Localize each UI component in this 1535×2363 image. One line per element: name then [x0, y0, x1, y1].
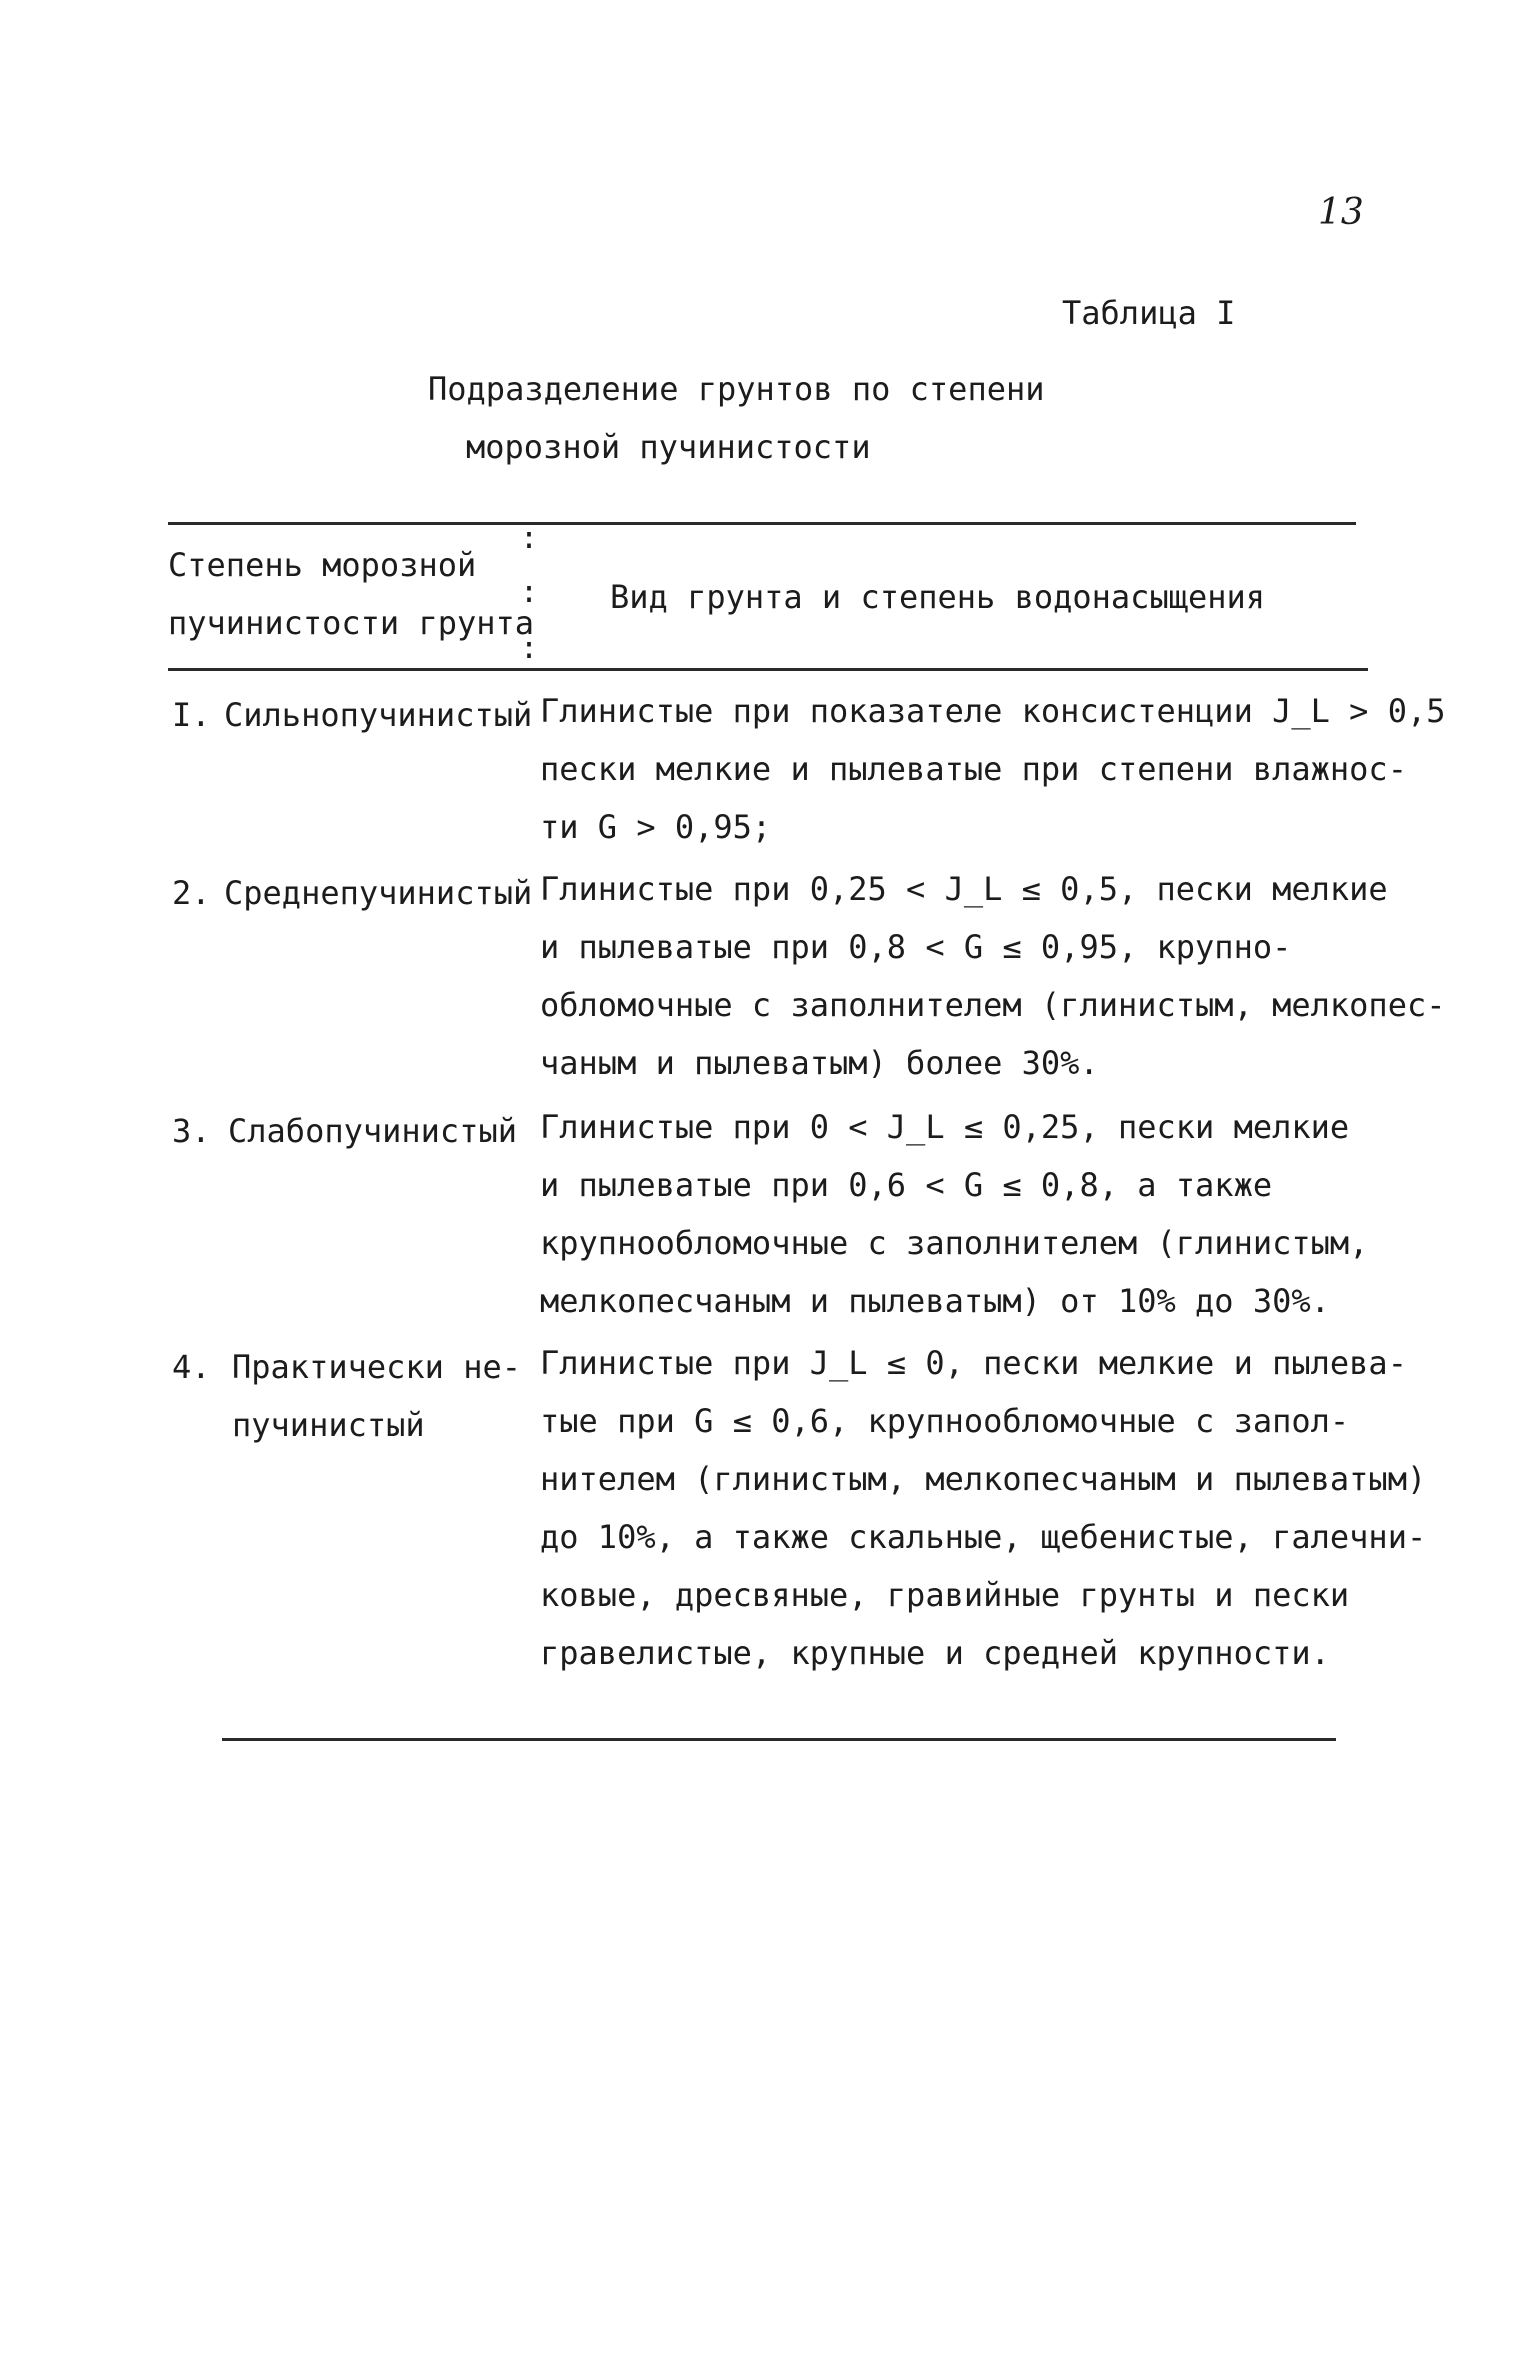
- header-bottom-rule: [168, 668, 1368, 671]
- header-separator-middle: :: [520, 575, 539, 610]
- table-top-rule: [168, 522, 1356, 525]
- row-2-desc-line-1: Глинистые при 0,25 < J_L ≤ 0,5, пески мелкие: [540, 870, 1388, 908]
- row-1-desc-line-3: ти G > 0,95;: [540, 808, 772, 846]
- row-2-name: Среднепучинистый: [224, 874, 533, 912]
- row-4-desc-line-6: гравелистые, крупные и средней крупности.: [540, 1634, 1330, 1672]
- header-col1-line2: пучинистости грунта: [168, 604, 535, 642]
- row-1-name: Сильнопучинистый: [224, 696, 533, 734]
- row-3-description: [540, 1098, 1368, 1330]
- row-2-desc-line-2: и пылеватые при 0,8 < G ≤ 0,95, крупно-: [540, 928, 1292, 966]
- row-2-description: [540, 860, 1445, 1092]
- header-separator-bottom: :: [520, 631, 539, 666]
- row-3-desc-line-3: крупнообломочные с заполнителем (глинистым,: [540, 1224, 1369, 1262]
- row-1-description: [540, 682, 1445, 856]
- row-1-desc-line-1: Глинистые при показателе консистенции J_L > 0,5: [540, 692, 1446, 730]
- header-separator-top: :: [520, 521, 539, 556]
- header-col1-line1: Степень морозной: [168, 546, 477, 584]
- row-1-number: I.: [172, 696, 211, 734]
- table-title-line-1: Подразделение грунтов по степени: [428, 370, 1045, 408]
- row-4-name-line-1: Практически не-: [232, 1348, 521, 1386]
- row-4-description: [540, 1334, 1426, 1682]
- row-2-desc-line-4: чаным и пылеватым) более 30%.: [540, 1044, 1099, 1082]
- row-3-desc-line-2: и пылеватые при 0,6 < G ≤ 0,8, а также: [540, 1166, 1273, 1204]
- table-bottom-rule: [222, 1738, 1336, 1741]
- row-2-desc-line-3: обломочные с заполнителем (глинистым, мелкопес-: [540, 986, 1446, 1024]
- row-4-desc-line-3: нителем (глинистым, мелкопесчаным и пылеватым): [540, 1460, 1427, 1498]
- header-col2: Вид грунта и степень водонасыщения: [610, 578, 1266, 616]
- row-4-number: 4.: [172, 1348, 211, 1386]
- row-2-number: 2.: [172, 874, 211, 912]
- table-label: Таблица I: [1062, 294, 1236, 332]
- row-4-desc-line-4: до 10%, а также скальные, щебенистые, галечни-: [540, 1518, 1427, 1556]
- row-3-desc-line-4: мелкопесчаным и пылеватым) от 10% до 30%.: [540, 1282, 1330, 1320]
- row-4-desc-line-1: Глинистые при J_L ≤ 0, пески мелкие и пылева-: [540, 1344, 1407, 1382]
- row-4-desc-line-5: ковые, дресвяные, гравийные грунты и пески: [540, 1576, 1350, 1614]
- row-4-desc-line-2: тые при G ≤ 0,6, крупнообломочные с запол-: [540, 1402, 1350, 1440]
- page-number: 13: [1318, 192, 1364, 233]
- row-3-number: 3.: [172, 1112, 211, 1150]
- table-title-line-2: морозной пучинистости: [466, 428, 871, 466]
- row-3-name: Слабопучинистый: [228, 1112, 517, 1150]
- row-3-desc-line-1: Глинистые при 0 < J_L ≤ 0,25, пески мелкие: [540, 1108, 1350, 1146]
- row-1-desc-line-2: пески мелкие и пылеватые при степени влажнос-: [540, 750, 1407, 788]
- row-4-name-line-2: пучинистый: [232, 1406, 425, 1444]
